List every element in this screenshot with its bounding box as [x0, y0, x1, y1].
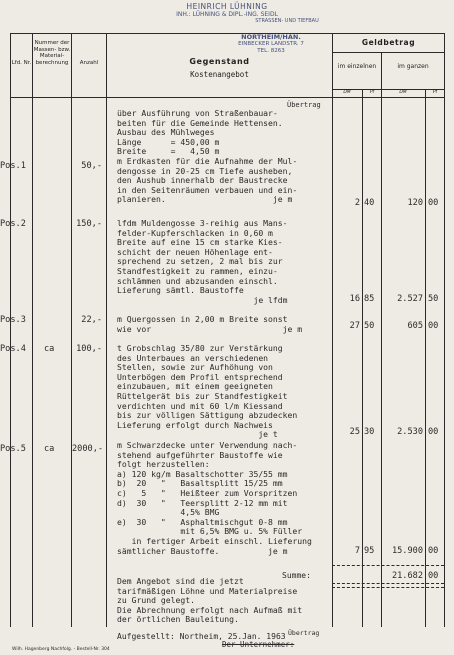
row-anzahl: 150,- [76, 219, 102, 229]
row-anzahl: 50,- [81, 161, 102, 171]
row-anzahl: 22,- [81, 315, 102, 325]
row-pos: Pos.5 [0, 444, 26, 454]
header-pf-1: Pf [369, 90, 375, 95]
row-ganzen-pf: 50 [428, 294, 439, 304]
header-lfd: Lfd. Nr. [11, 60, 32, 66]
row-description: über Ausführung von Straßenbauar- beiten für die Gemeinde Hettensen. Ausbau des Mühlweges Länge = 450,00 m Breite = 4,50 m m Erdkasten für die Aufnahme der Mul- dengosse in 20-25 cm Tiefe ausheben, den Aushub innerhalb der Baustrecke in den Seitenräumen verbauen und ein- planieren. je m [117, 108, 298, 205]
company-city: NORTHEIM/HAN. [241, 33, 301, 41]
footer-note: Dem Angebot sind die jetzt tarifmäßigen Löhne und Materialpreise zu Grund gelegt. Die Abrechnung erfolgt nach Aufmaß mit der örtlichen Bauleitung. [117, 576, 303, 625]
col-line-2 [71, 33, 72, 627]
header-ganzen: im ganzen [397, 63, 429, 70]
col-line-pf1 [362, 89, 363, 627]
row-ganzen-dm: 2.527 [397, 294, 423, 304]
row-einzeln-dm: 16 [349, 294, 360, 304]
row-anzahl: 100,- [76, 344, 102, 354]
row-einzeln-dm: 7 [354, 546, 360, 556]
row-einzeln-dm: 25 [349, 427, 360, 437]
header-pf-2: Pf [432, 90, 438, 95]
summe-rule-bottom [332, 587, 444, 588]
row-einzeln-dm: 2 [354, 198, 360, 208]
row-einzeln-dm: 27 [349, 321, 360, 331]
header-geldbetrag: Geldbetrag [361, 38, 416, 47]
row-pos: Pos.4 [0, 344, 26, 354]
row-anzahl: 2000,- [72, 444, 104, 454]
row-pos: Pos.1 [0, 161, 26, 171]
company-phone: TEL. 8263 [257, 48, 285, 54]
signature-line: Der Unternehmer: [222, 640, 295, 649]
table-top-rule [10, 33, 444, 34]
row-einzeln-pf: 40 [364, 198, 375, 208]
printer-note: Wilh. Hagenberg Nachfolg. - Bestell-Nr. 304 [12, 647, 110, 652]
col-line-3 [106, 33, 107, 627]
uebertrag-bottom: Übertrag [288, 629, 320, 637]
company-business: STRASSEN- UND TIEFBAU [255, 18, 319, 24]
row-einzeln-pf: 95 [364, 546, 375, 556]
header-nummer: Nummer der Massen- bzw. Material- berechnung [33, 40, 71, 66]
header-dm-2: DM [399, 90, 407, 95]
header-subtitle: Kostenangebot [190, 70, 249, 79]
row-ganzen-pf: 00 [428, 546, 439, 556]
summe-pf: 00 [428, 571, 439, 581]
col-line-1 [32, 33, 33, 627]
row-description: m Schwarzdecke unter Verwendung nach- stehend aufgeführter Baustoffe wie folgt herzustellen: a) 120 kg/m Basaltschotter 35/55 mm b) 20 " Basaltsplitt 15/25 mm c) 5 " Heißteer zum Vorspritzen d) 30 " Teersplitt 2-12 mm mit 4,5% BMG e) 30 " Asphaltmischgut 0-8 mm mit 6,5% BMG u. 5% Füller in fertiger Arbeit einschl. Lieferung sämtlicher Baustoffe. je m [117, 440, 312, 556]
col-line-4 [332, 33, 333, 627]
company-street: EINBECKER LANDSTR. 7 [238, 41, 304, 47]
row-ganzen-dm: 605 [407, 321, 423, 331]
row-einzeln-pf: 30 [364, 427, 375, 437]
company-name: HEINRICH LÜHNING [186, 2, 268, 11]
summe-rule-top [332, 565, 444, 566]
row-ganzen-dm: 15.900 [391, 546, 423, 556]
row-pos: Pos.3 [0, 315, 26, 325]
row-ganzen-pf: 00 [428, 321, 439, 331]
row-einzeln-pf: 85 [364, 294, 375, 304]
header-dm-1: DM [343, 90, 351, 95]
row-description: t Grobschlag 35/80 zur Verstärkung des Unterbaues an verschiedenen Stellen, sowie zur Aufhöhung von Unterbögen dem Profil entsprechend einzubauen, mit einem geeigneten Rüttelgerät bis zur Standfestigkeit verdichten und mit 60 l/m Kiessand bis zur völligen Sättigung abzudecken Lieferung erfolgt durch Nachweis je t [117, 343, 298, 440]
summe-label: Summe: [282, 571, 311, 580]
company-owners: INH.: LÜHNING & DIPL.-ING. SEIDL [176, 11, 278, 18]
aufgestellt-line: Aufgestellt: Northeim, 25.Jan. 1963 [117, 632, 286, 641]
row-ganzen-dm: 2.530 [397, 427, 423, 437]
summe-dm: 21.682 [391, 571, 423, 581]
col-line-5 [381, 52, 382, 627]
geldbetrag-rule [332, 52, 444, 53]
border-left [10, 33, 11, 627]
row-einzeln-pf: 50 [364, 321, 375, 331]
row-ganzen-dm: 120 [407, 198, 423, 208]
row-description: lfdm Muldengosse 3-reihig aus Mans- felder-Kupferschlacken in 0,60 m Breite auf eine 15 cm starke Kies- schicht der neuen Höhenlage ent- sprechend zu setzen, 2 mal bis zur Standfestigkeit zu rammen, einzu- schlämmen und abzusanden einschl. Lieferung sämtl. Baustoffe je lfdm [117, 218, 288, 305]
row-description: m Quergossen in 2,00 m Breite sonst wie vor je m [117, 314, 303, 334]
row-nummer: ca [44, 344, 55, 354]
summe-rule-mid [332, 583, 444, 584]
row-ganzen-pf: 00 [428, 198, 439, 208]
border-right [444, 33, 445, 627]
col-line-pf2 [425, 89, 426, 627]
header-einzelnen: im einzelnen [337, 63, 377, 70]
header-gegenstand: Gegenstand [189, 57, 250, 66]
row-ganzen-pf: 00 [428, 427, 439, 437]
uebertrag-top: Übertrag [287, 101, 321, 109]
table-header-rule [10, 97, 444, 98]
row-nummer: ca [44, 444, 55, 454]
row-pos: Pos.2 [0, 219, 26, 229]
header-anzahl: Anzahl [79, 60, 99, 66]
